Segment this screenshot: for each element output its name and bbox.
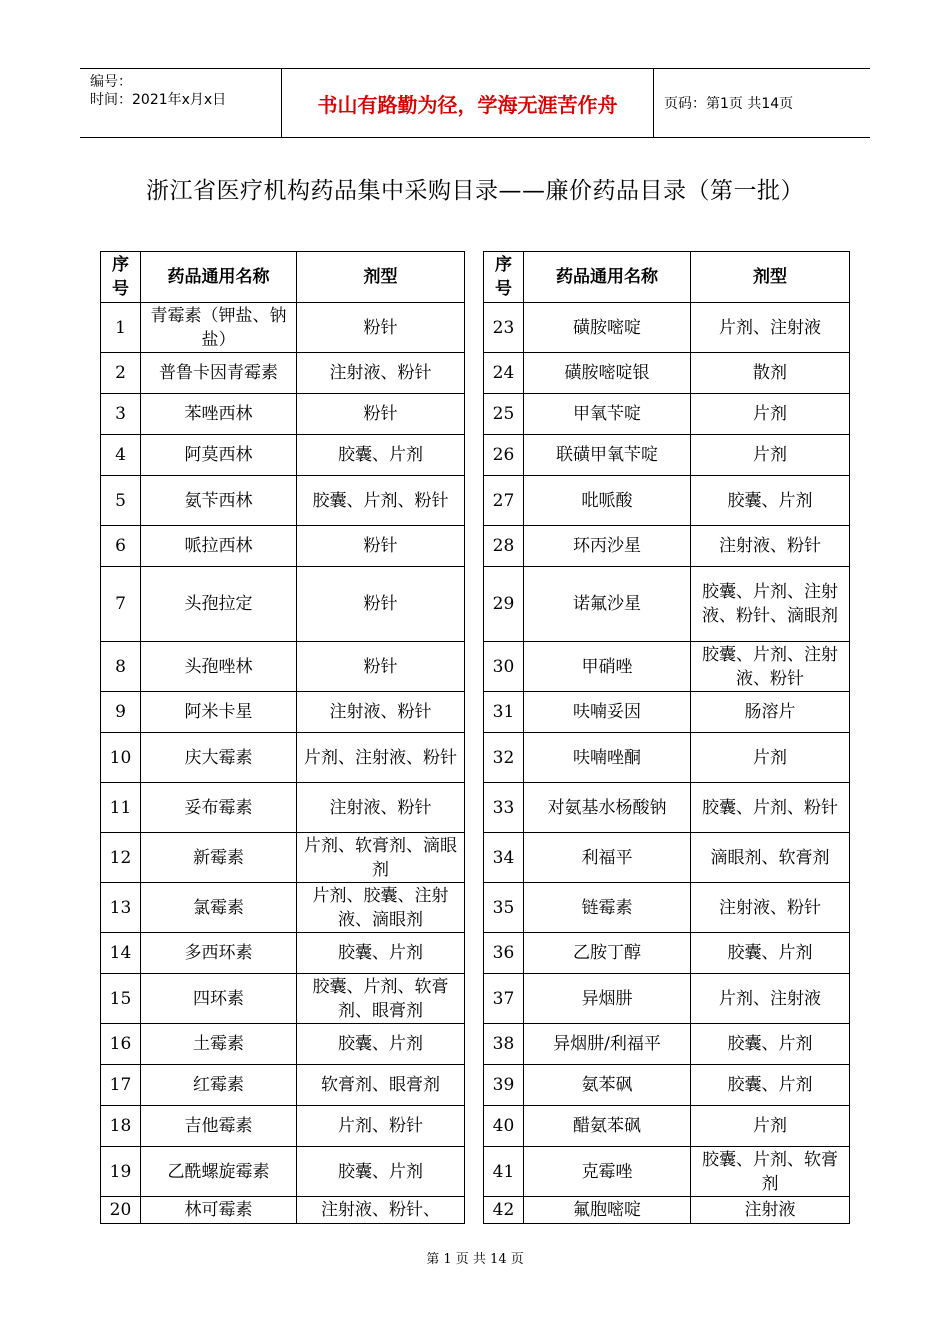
cell-drug-name: 对氨基水杨酸钠	[524, 783, 691, 833]
cell-drug-name: 头孢唑林	[141, 642, 297, 692]
table-row	[484, 353, 850, 394]
table-row	[484, 783, 850, 833]
cell-dosage-form: 胶囊、片剂	[297, 1147, 465, 1197]
table-row	[484, 833, 850, 883]
table-header-row	[484, 252, 850, 303]
cell-no: 30	[484, 642, 524, 692]
table-row	[101, 974, 465, 1024]
cell-dosage-form: 胶囊、片剂	[297, 933, 465, 974]
table-row	[484, 1106, 850, 1147]
cell-no: 26	[484, 435, 524, 476]
cell-drug-name: 四环素	[141, 974, 297, 1024]
cell-no: 12	[101, 833, 141, 883]
table-row	[101, 1147, 465, 1197]
cell-drug-name: 氨苄西林	[141, 476, 297, 526]
cell-dosage-form: 片剂	[691, 733, 850, 783]
cell-drug-name: 氟胞嘧啶	[524, 1197, 691, 1224]
cell-drug-name: 乙胺丁醇	[524, 933, 691, 974]
cell-dosage-form: 粉针	[297, 642, 465, 692]
header-page-info: 页码：第1页 共14页	[664, 96, 794, 112]
table-row	[101, 733, 465, 783]
cell-drug-name: 青霉素（钾盐、钠盐）	[141, 303, 297, 353]
cell-dosage-form: 胶囊、片剂	[691, 1065, 850, 1106]
cell-drug-name: 哌拉西林	[141, 526, 297, 567]
cell-dosage-form: 胶囊、片剂	[691, 476, 850, 526]
cell-drug-name: 甲氧苄啶	[524, 394, 691, 435]
table-row	[484, 692, 850, 733]
cell-drug-name: 异烟肼/利福平	[524, 1024, 691, 1065]
cell-no: 9	[101, 692, 141, 733]
table-row	[101, 476, 465, 526]
table-row	[484, 435, 850, 476]
cell-no: 24	[484, 353, 524, 394]
cell-drug-name: 利福平	[524, 833, 691, 883]
header-meta	[80, 69, 282, 137]
cell-drug-name: 联磺甲氧苄啶	[524, 435, 691, 476]
cell-no: 25	[484, 394, 524, 435]
cell-no: 1	[101, 303, 141, 353]
table-row	[484, 476, 850, 526]
table-row	[101, 303, 465, 353]
cell-drug-name: 阿莫西林	[141, 435, 297, 476]
cell-dosage-form: 片剂、注射液	[691, 974, 850, 1024]
cell-dosage-form: 片剂、软膏剂、滴眼剂	[297, 833, 465, 883]
table-row	[101, 353, 465, 394]
cell-dosage-form: 胶囊、片剂	[297, 1024, 465, 1065]
cell-dosage-form: 片剂	[691, 394, 850, 435]
table-row	[101, 692, 465, 733]
table-header-row	[101, 252, 465, 303]
cell-no: 23	[484, 303, 524, 353]
cell-drug-name: 乙酰螺旋霉素	[141, 1147, 297, 1197]
cell-no: 42	[484, 1197, 524, 1224]
drug-table-left-body	[101, 303, 465, 1224]
table-row	[101, 783, 465, 833]
cell-drug-name: 林可霉素	[141, 1197, 297, 1224]
table-row	[484, 567, 850, 642]
document-title: 浙江省医疗机构药品集中采购目录——廉价药品目录（第一批）	[146, 178, 804, 204]
table-row	[484, 933, 850, 974]
cell-dosage-form: 胶囊、片剂	[691, 1024, 850, 1065]
page-footer: 第 1 页 共 14 页	[426, 1252, 524, 1267]
cell-no: 36	[484, 933, 524, 974]
cell-dosage-form: 注射液、粉针、	[297, 1197, 465, 1224]
drug-table-right	[483, 251, 850, 1224]
cell-dosage-form: 胶囊、片剂、粉针	[297, 476, 465, 526]
cell-drug-name: 氯霉素	[141, 883, 297, 933]
table-row	[101, 394, 465, 435]
cell-dosage-form: 注射液、粉针	[691, 526, 850, 567]
page-header	[80, 68, 870, 138]
cell-drug-name: 环丙沙星	[524, 526, 691, 567]
cell-drug-name: 阿米卡星	[141, 692, 297, 733]
table-row	[101, 1197, 465, 1224]
cell-dosage-form: 胶囊、片剂、粉针	[691, 783, 850, 833]
cell-drug-name: 链霉素	[524, 883, 691, 933]
cell-dosage-form: 注射液、粉针	[691, 883, 850, 933]
cell-no: 15	[101, 974, 141, 1024]
cell-no: 34	[484, 833, 524, 883]
cell-drug-name: 吉他霉素	[141, 1106, 297, 1147]
cell-dosage-form: 片剂、粉针	[297, 1106, 465, 1147]
cell-dosage-form: 散剂	[691, 353, 850, 394]
cell-no: 40	[484, 1106, 524, 1147]
table-row	[101, 567, 465, 642]
number-label: 编号：	[90, 74, 132, 90]
cell-dosage-form: 胶囊、片剂、注射液、粉针	[691, 642, 850, 692]
cell-dosage-form: 肠溶片	[691, 692, 850, 733]
cell-dosage-form: 胶囊、片剂	[297, 435, 465, 476]
cell-no: 16	[101, 1024, 141, 1065]
cell-drug-name: 磺胺嘧啶银	[524, 353, 691, 394]
cell-drug-name: 新霉素	[141, 833, 297, 883]
cell-no: 32	[484, 733, 524, 783]
cell-no: 5	[101, 476, 141, 526]
table-row	[101, 1024, 465, 1065]
cell-no: 10	[101, 733, 141, 783]
cell-drug-name: 普鲁卡因青霉素	[141, 353, 297, 394]
cell-no: 2	[101, 353, 141, 394]
cell-drug-name: 氨苯砜	[524, 1065, 691, 1106]
table-row	[101, 883, 465, 933]
cell-dosage-form: 片剂	[691, 1106, 850, 1147]
cell-drug-name: 土霉素	[141, 1024, 297, 1065]
table-row	[101, 1065, 465, 1106]
cell-dosage-form: 粉针	[297, 567, 465, 642]
cell-dosage-form: 注射液、粉针	[297, 783, 465, 833]
cell-no: 6	[101, 526, 141, 567]
table-row	[101, 933, 465, 974]
cell-dosage-form: 滴眼剂、软膏剂	[691, 833, 850, 883]
table-row	[484, 974, 850, 1024]
cell-dosage-form: 注射液、粉针	[297, 692, 465, 733]
cell-no: 41	[484, 1147, 524, 1197]
cell-drug-name: 醋氨苯砜	[524, 1106, 691, 1147]
table-row	[101, 642, 465, 692]
cell-drug-name: 磺胺嘧啶	[524, 303, 691, 353]
col-header-no: 序号	[101, 252, 141, 303]
col-header-name: 药品通用名称	[141, 252, 297, 303]
cell-no: 8	[101, 642, 141, 692]
cell-drug-name: 红霉素	[141, 1065, 297, 1106]
cell-no: 31	[484, 692, 524, 733]
table-row	[484, 733, 850, 783]
cell-dosage-form: 胶囊、片剂、注射液、粉针、滴眼剂	[691, 567, 850, 642]
cell-dosage-form: 片剂	[691, 435, 850, 476]
cell-no: 39	[484, 1065, 524, 1106]
cell-dosage-form: 粉针	[297, 394, 465, 435]
cell-dosage-form: 注射液、粉针	[297, 353, 465, 394]
table-row	[101, 833, 465, 883]
table-row	[484, 1065, 850, 1106]
cell-drug-name: 呋喃妥因	[524, 692, 691, 733]
col-header-no: 序号	[484, 252, 524, 303]
table-row	[101, 435, 465, 476]
cell-drug-name: 甲硝唑	[524, 642, 691, 692]
cell-no: 19	[101, 1147, 141, 1197]
drug-table-right-body	[484, 303, 850, 1224]
cell-drug-name: 苯唑西林	[141, 394, 297, 435]
table-row	[484, 1197, 850, 1224]
cell-dosage-form: 粉针	[297, 526, 465, 567]
time-label: 时间：2021年x月x日	[90, 92, 227, 108]
cell-dosage-form: 注射液	[691, 1197, 850, 1224]
cell-no: 3	[101, 394, 141, 435]
table-row	[484, 642, 850, 692]
table-row	[484, 394, 850, 435]
table-row	[484, 526, 850, 567]
cell-no: 35	[484, 883, 524, 933]
cell-drug-name: 异烟肼	[524, 974, 691, 1024]
cell-drug-name: 庆大霉素	[141, 733, 297, 783]
cell-dosage-form: 胶囊、片剂、软膏剂	[691, 1147, 850, 1197]
cell-no: 27	[484, 476, 524, 526]
cell-dosage-form: 片剂、注射液、粉针	[297, 733, 465, 783]
col-header-form: 剂型	[691, 252, 850, 303]
header-motto: 书山有路勤为径，学海无涯苦作舟	[282, 69, 654, 137]
cell-dosage-form: 胶囊、片剂、软膏剂、眼膏剂	[297, 974, 465, 1024]
cell-no: 14	[101, 933, 141, 974]
cell-drug-name: 诺氟沙星	[524, 567, 691, 642]
cell-no: 20	[101, 1197, 141, 1224]
drug-table-left	[100, 251, 465, 1224]
cell-no: 28	[484, 526, 524, 567]
cell-dosage-form: 粉针	[297, 303, 465, 353]
cell-no: 4	[101, 435, 141, 476]
cell-drug-name: 多西环素	[141, 933, 297, 974]
cell-no: 29	[484, 567, 524, 642]
cell-drug-name: 妥布霉素	[141, 783, 297, 833]
cell-dosage-form: 片剂、注射液	[691, 303, 850, 353]
cell-no: 18	[101, 1106, 141, 1147]
cell-no: 11	[101, 783, 141, 833]
table-row	[484, 883, 850, 933]
col-header-form: 剂型	[297, 252, 465, 303]
cell-drug-name: 呋喃唑酮	[524, 733, 691, 783]
table-row	[484, 303, 850, 353]
cell-dosage-form: 胶囊、片剂	[691, 933, 850, 974]
cell-no: 13	[101, 883, 141, 933]
cell-no: 38	[484, 1024, 524, 1065]
cell-drug-name: 头孢拉定	[141, 567, 297, 642]
cell-drug-name: 克霉唑	[524, 1147, 691, 1197]
table-row	[484, 1024, 850, 1065]
cell-dosage-form: 软膏剂、眼膏剂	[297, 1065, 465, 1106]
cell-no: 33	[484, 783, 524, 833]
cell-dosage-form: 片剂、胶囊、注射液、滴眼剂	[297, 883, 465, 933]
table-row	[484, 1147, 850, 1197]
cell-drug-name: 吡哌酸	[524, 476, 691, 526]
table-row	[101, 526, 465, 567]
table-row	[101, 1106, 465, 1147]
cell-no: 7	[101, 567, 141, 642]
cell-no: 37	[484, 974, 524, 1024]
cell-no: 17	[101, 1065, 141, 1106]
col-header-name: 药品通用名称	[524, 252, 691, 303]
